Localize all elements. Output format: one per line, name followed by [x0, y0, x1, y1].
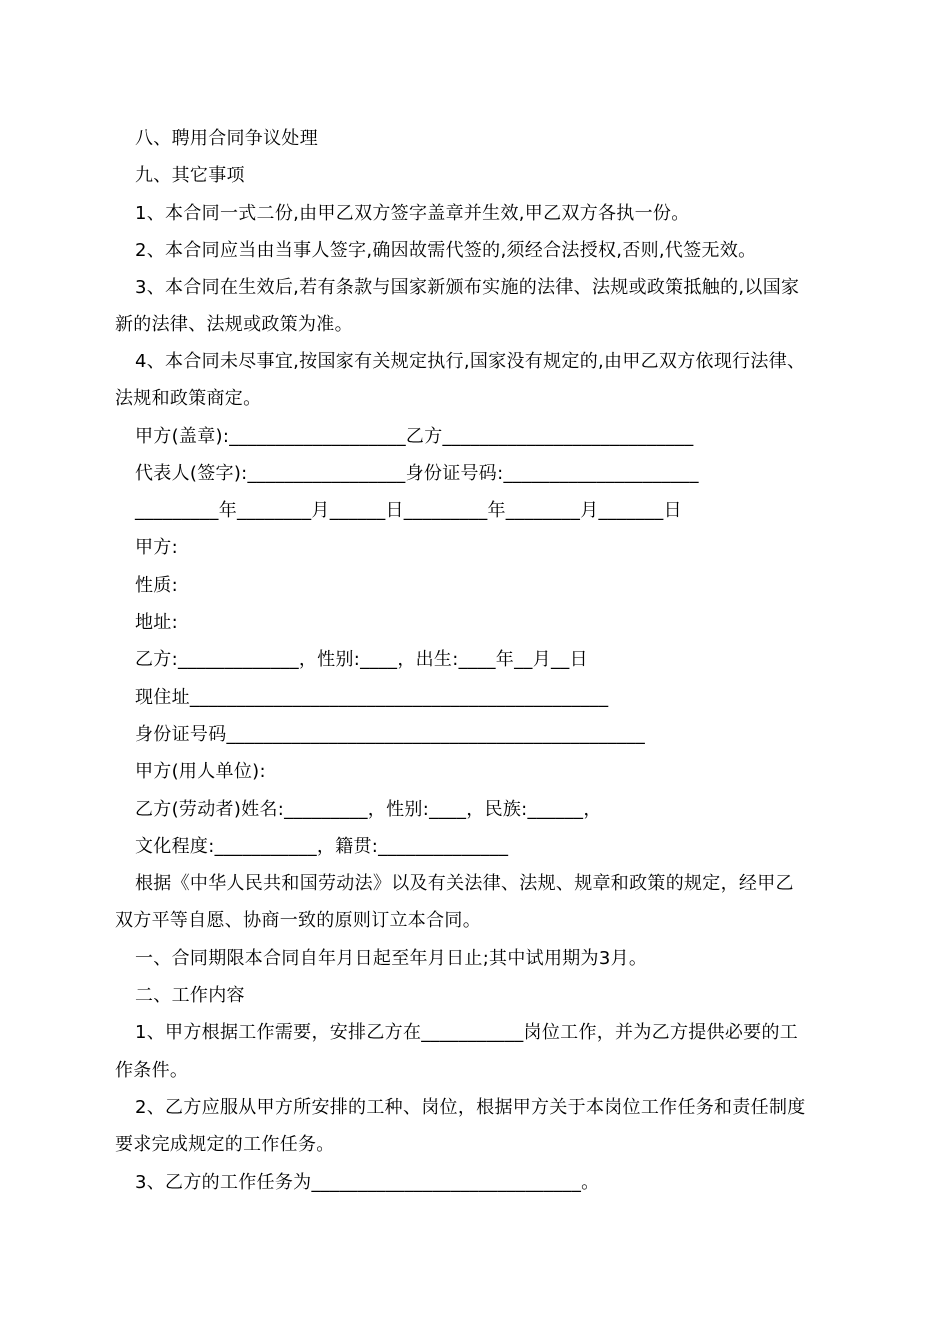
section-heading-other: 九、其它事项 [135, 165, 245, 186]
signature-line-representative: 代表人(签字):_________________身份证号码:_____________________ [135, 463, 699, 484]
clause-text: 4、本合同未尽事宜,按国家有关规定执行,国家没有规定的,由甲乙双方依现行法律、 [135, 351, 806, 372]
clause-text: 2、乙方应服从甲方所安排的工种、岗位，根据甲方关于本岗位工作任务和责任制度 [135, 1097, 806, 1118]
clause-text-continued: 作条件。 [115, 1060, 189, 1081]
clause-text: 2、本合同应当由当事人签字,确因故需代签的,须经合法授权,否则,代签无效。 [135, 240, 757, 261]
current-address-line: 现住址_____________________________________________ [135, 687, 609, 708]
address-label: 地址: [135, 612, 178, 633]
clause-text: 1、甲方根据工作需要，安排乙方在___________岗位工作，并为乙方提供必要的工 [135, 1022, 799, 1043]
clause-text-continued: 新的法律、法规或政策为准。 [115, 314, 353, 335]
section-heading-dispute: 八、聘用合同争议处理 [135, 128, 318, 149]
clause-text: 1、本合同一式二份,由甲乙双方签字盖章并生效,甲乙双方各执一份。 [135, 203, 690, 224]
clause-text-continued: 法规和政策商定。 [115, 388, 262, 409]
signature-line-party-a: 甲方(盖章):___________________乙方___________________________ [135, 426, 694, 447]
education-line: 文化程度:___________，籍贯:______________ [135, 836, 509, 857]
employee-info-line: 乙方(劳动者)姓名:_________，性别:____，民族:______， [135, 799, 602, 820]
clause-text: 3、本合同在生效后,若有条款与国家新颁布实施的法律、法规或政策抵触的,以国家 [135, 277, 800, 298]
id-number-line: 身份证号码_____________________________________________ [135, 724, 645, 745]
contract-term-text: 一、合同期限本合同自年月日起至年月日止;其中试用期为3月。 [135, 948, 648, 969]
party-b-info-line: 乙方:_____________，性别:____，出生:____年__月__日 [135, 649, 588, 670]
employer-label: 甲方(用人单位): [135, 761, 266, 782]
date-line: _________年________月______日_________年________月_______日 [135, 500, 682, 521]
preamble-text-continued: 双方平等自愿、协商一致的原则订立本合同。 [115, 910, 481, 931]
party-a-label: 甲方: [135, 537, 178, 558]
section-heading-work: 二、工作内容 [135, 985, 245, 1006]
preamble-text: 根据《中华人民共和国劳动法》以及有关法律、法规、规章和政策的规定，经甲乙 [135, 873, 794, 894]
nature-label: 性质: [135, 575, 178, 596]
clause-text: 3、乙方的工作任务为_____________________________。 [135, 1172, 600, 1193]
clause-text-continued: 要求完成规定的工作任务。 [115, 1134, 335, 1155]
